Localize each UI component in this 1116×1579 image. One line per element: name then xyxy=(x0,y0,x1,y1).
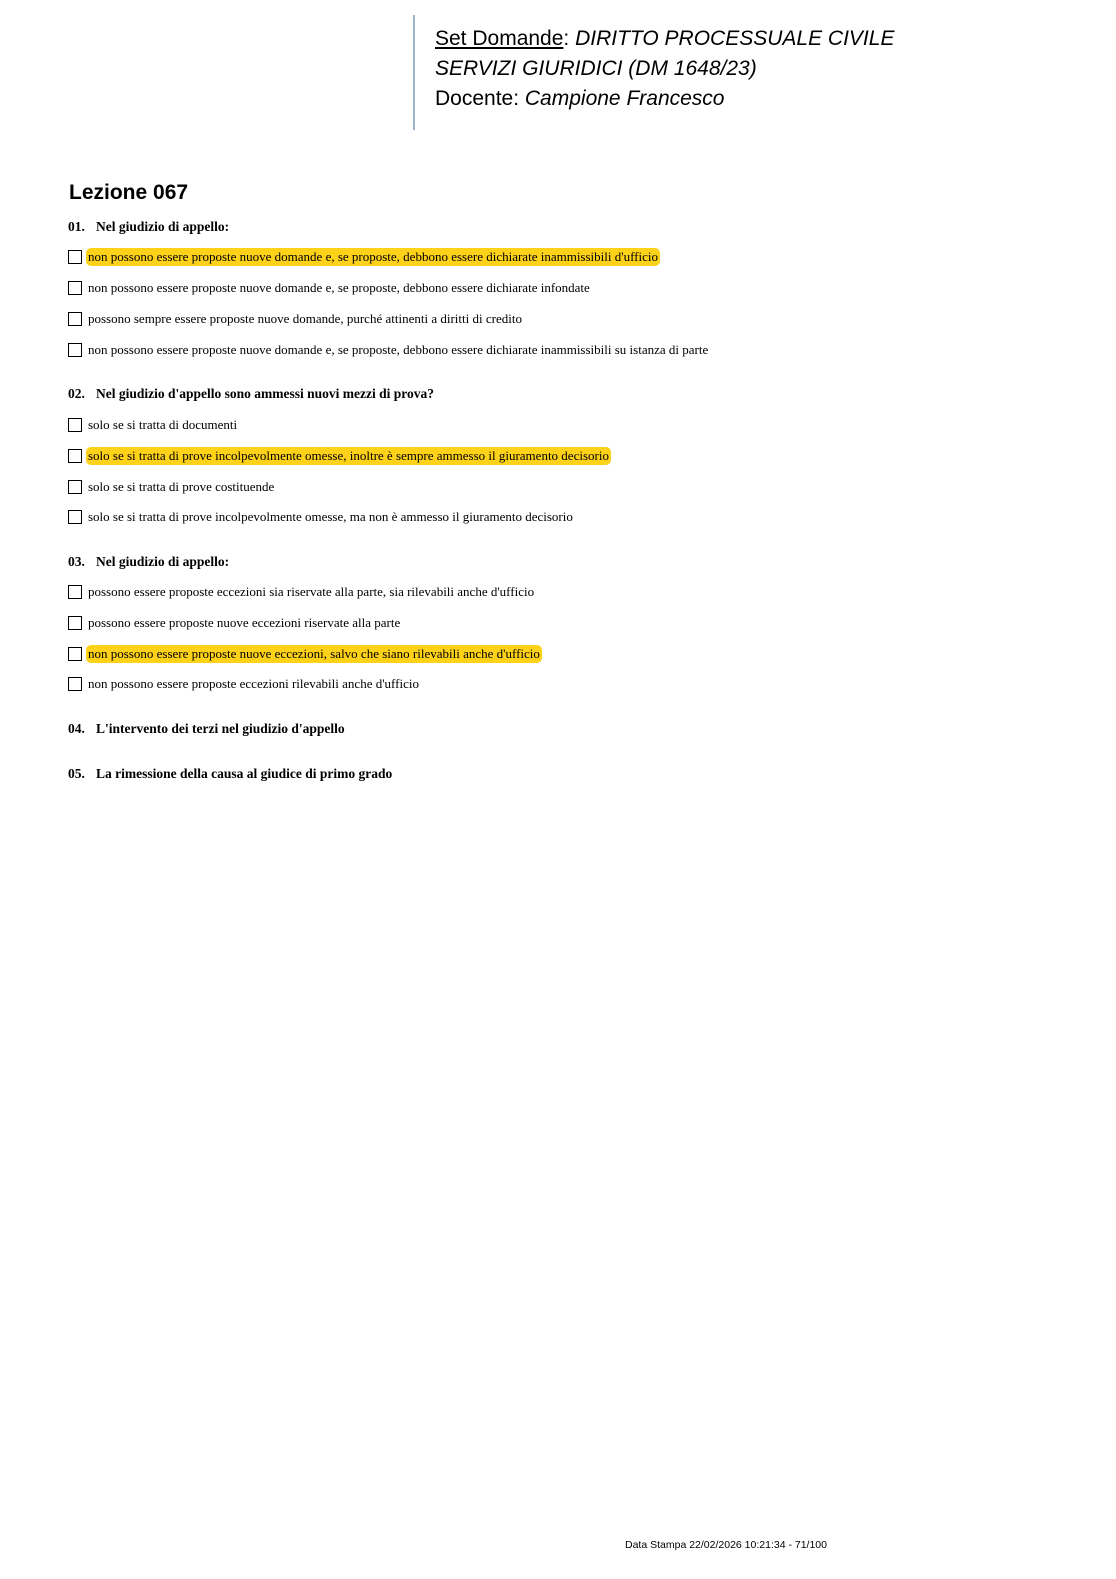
teacher-label: Docente: xyxy=(435,87,525,110)
question-text: Nel giudizio di appello: xyxy=(96,219,230,234)
question-number: 01. xyxy=(68,219,85,234)
answer-option[interactable] xyxy=(68,340,710,360)
answer-checkbox[interactable] xyxy=(68,449,82,463)
header-divider xyxy=(413,15,415,130)
answer-option[interactable] xyxy=(68,309,524,329)
answer-option[interactable] xyxy=(68,674,421,694)
answer-checkbox[interactable] xyxy=(68,616,82,630)
question-number: 02. xyxy=(68,386,85,401)
answer-checkbox[interactable] xyxy=(68,343,82,357)
answer-checkbox[interactable] xyxy=(68,677,82,691)
question-text: L'intervento dei terzi nel giudizio d'appello xyxy=(96,721,345,736)
answer-text: possono essere proposte eccezioni sia riservate alla parte, sia rilevabili anche d'ufficio xyxy=(88,584,535,599)
answer-checkbox[interactable] xyxy=(68,418,82,432)
answer-text: solo se si tratta di prove costituende xyxy=(88,479,275,494)
question-number: 03. xyxy=(68,554,85,569)
answer-checkbox[interactable] xyxy=(68,312,82,326)
answer-checkbox[interactable] xyxy=(68,647,82,661)
header-set-line xyxy=(435,24,894,54)
answer-option[interactable] xyxy=(68,477,276,497)
lesson-title: Lezione 067 xyxy=(69,181,189,204)
course-subtitle: SERVIZI GIURIDICI (DM 1648/23) xyxy=(435,57,757,80)
question-number: 05. xyxy=(68,766,85,781)
question-title xyxy=(68,385,434,403)
set-separator: : xyxy=(563,27,576,50)
answer-text: possono essere proposte nuove eccezioni riservate alla parte xyxy=(88,615,401,630)
course-title: DIRITTO PROCESSUALE CIVILE xyxy=(575,27,895,50)
question-title xyxy=(68,218,229,236)
teacher-name: Campione Francesco xyxy=(524,87,725,110)
question-text: Nel giudizio d'appello sono ammessi nuovi mezzi di prova? xyxy=(96,386,435,401)
answer-text: solo se si tratta di documenti xyxy=(88,417,238,432)
question-title xyxy=(68,553,229,571)
question-text: La rimessione della causa al giudice di primo grado xyxy=(96,766,393,781)
answer-option[interactable] xyxy=(68,415,239,435)
answer-option[interactable] xyxy=(68,582,536,602)
answer-text-highlighted: solo se si tratta di prove incolpevolmente omesse, inoltre è sempre ammesso il giuramento decisorio xyxy=(88,448,609,463)
question-number: 04. xyxy=(68,721,85,736)
question-text: Nel giudizio di appello: xyxy=(96,554,230,569)
answer-checkbox[interactable] xyxy=(68,585,82,599)
answer-option[interactable] xyxy=(68,278,592,298)
document-header xyxy=(435,24,894,114)
question-title xyxy=(68,720,345,738)
answer-option[interactable] xyxy=(68,247,660,267)
answer-checkbox[interactable] xyxy=(68,480,82,494)
answer-option[interactable] xyxy=(68,507,575,527)
answer-text: possono sempre essere proposte nuove domande, purché attinenti a diritti di credito xyxy=(88,311,522,326)
question-title xyxy=(68,765,392,783)
answer-text: non possono essere proposte eccezioni rilevabili anche d'ufficio xyxy=(88,676,419,691)
answer-checkbox[interactable] xyxy=(68,250,82,264)
answer-option[interactable] xyxy=(68,613,402,633)
answer-text-highlighted: non possono essere proposte nuove eccezioni, salvo che siano rilevabili anche d'ufficio xyxy=(88,646,540,661)
print-footer: Data Stampa 22/02/2026 10:21:34 - 71/100 xyxy=(625,1539,827,1551)
answer-checkbox[interactable] xyxy=(68,281,82,295)
answer-text: solo se si tratta di prove incolpevolmente omesse, ma non è ammesso il giuramento decisorio xyxy=(88,509,573,524)
header-teacher-line xyxy=(435,84,894,114)
answer-checkbox[interactable] xyxy=(68,510,82,524)
answer-option[interactable] xyxy=(68,446,611,466)
answer-text: non possono essere proposte nuove domande e, se proposte, debbono essere dichiarate inammissibili su istanza di parte xyxy=(88,342,709,357)
answer-text: non possono essere proposte nuove domande e, se proposte, debbono essere dichiarate infondate xyxy=(88,280,590,295)
set-label: Set Domande xyxy=(435,27,564,50)
answer-option[interactable] xyxy=(68,644,542,664)
answer-text-highlighted: non possono essere proposte nuove domande e, se proposte, debbono essere dichiarate inammissibili d'ufficio xyxy=(88,249,659,264)
